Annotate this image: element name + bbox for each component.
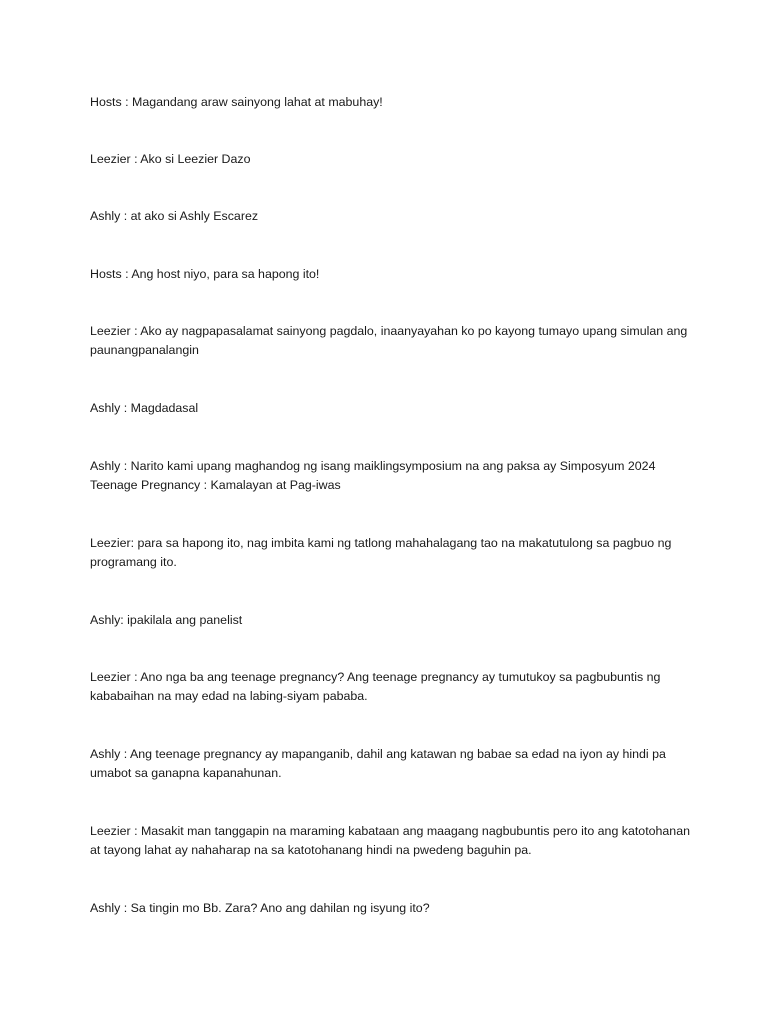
script-line-ashly-topic: Ashly : Narito kami upang maghandog ng isang maiklingsymposium na ang paksa ay Simposyum 2024 Teenage Pregnancy : Kamalayan at Pag-iwas bbox=[90, 459, 656, 492]
script-line-leezier-definition: Leezier : Ano nga ba ang teenage pregnancy? Ang teenage pregnancy ay tumutukoy sa pagbubuntis ng kababaihan na may edad na labing-siyam pababa. bbox=[90, 670, 661, 703]
script-line-leezier-prayer-invite: Leezier : Ako ay nagpapasalamat sainyong pagdalo, inaanyayahan ko po kayong tumayo upang simulan ang paunangpanalangin bbox=[90, 324, 688, 357]
script-line-ashly-panelist: Ashly: ipakilala ang panelist bbox=[90, 613, 243, 627]
script-line-ashly-intro: Ashly : at ako si Ashly Escarez bbox=[90, 209, 259, 223]
script-line-ashly-question: Ashly : Sa tingin mo Bb. Zara? Ano ang dahilan ng isyung ito? bbox=[90, 901, 430, 915]
script-line-leezier-reality: Leezier : Masakit man tanggapin na maraming kabataan ang maagang nagbubuntis pero ito ang katotohanan at tayong lahat ay nahaharap na sa katotohanang hindi na pwedeng baguhin pa. bbox=[90, 824, 690, 857]
script-body bbox=[90, 93, 690, 918]
script-line-ashly-danger: Ashly : Ang teenage pregnancy ay mapanganib, dahil ang katawan ng babae sa edad na iyon ay hindi pa umabot sa ganapna kapanahunan. bbox=[90, 747, 666, 780]
script-line-leezier-guests: Leezier: para sa hapong ito, nag imbita kami ng tatlong mahahalagang tao na makatutulong sa pagbuo ng programang ito. bbox=[90, 536, 672, 569]
script-line-hosts-greeting: Hosts : Magandang araw sainyong lahat at mabuhay! bbox=[90, 95, 383, 109]
script-line-leezier-intro: Leezier : Ako si Leezier Dazo bbox=[90, 152, 251, 166]
script-line-ashly-prayer: Ashly : Magdadasal bbox=[90, 401, 199, 415]
script-line-hosts-welcome: Hosts : Ang host niyo, para sa hapong ito! bbox=[90, 267, 320, 281]
